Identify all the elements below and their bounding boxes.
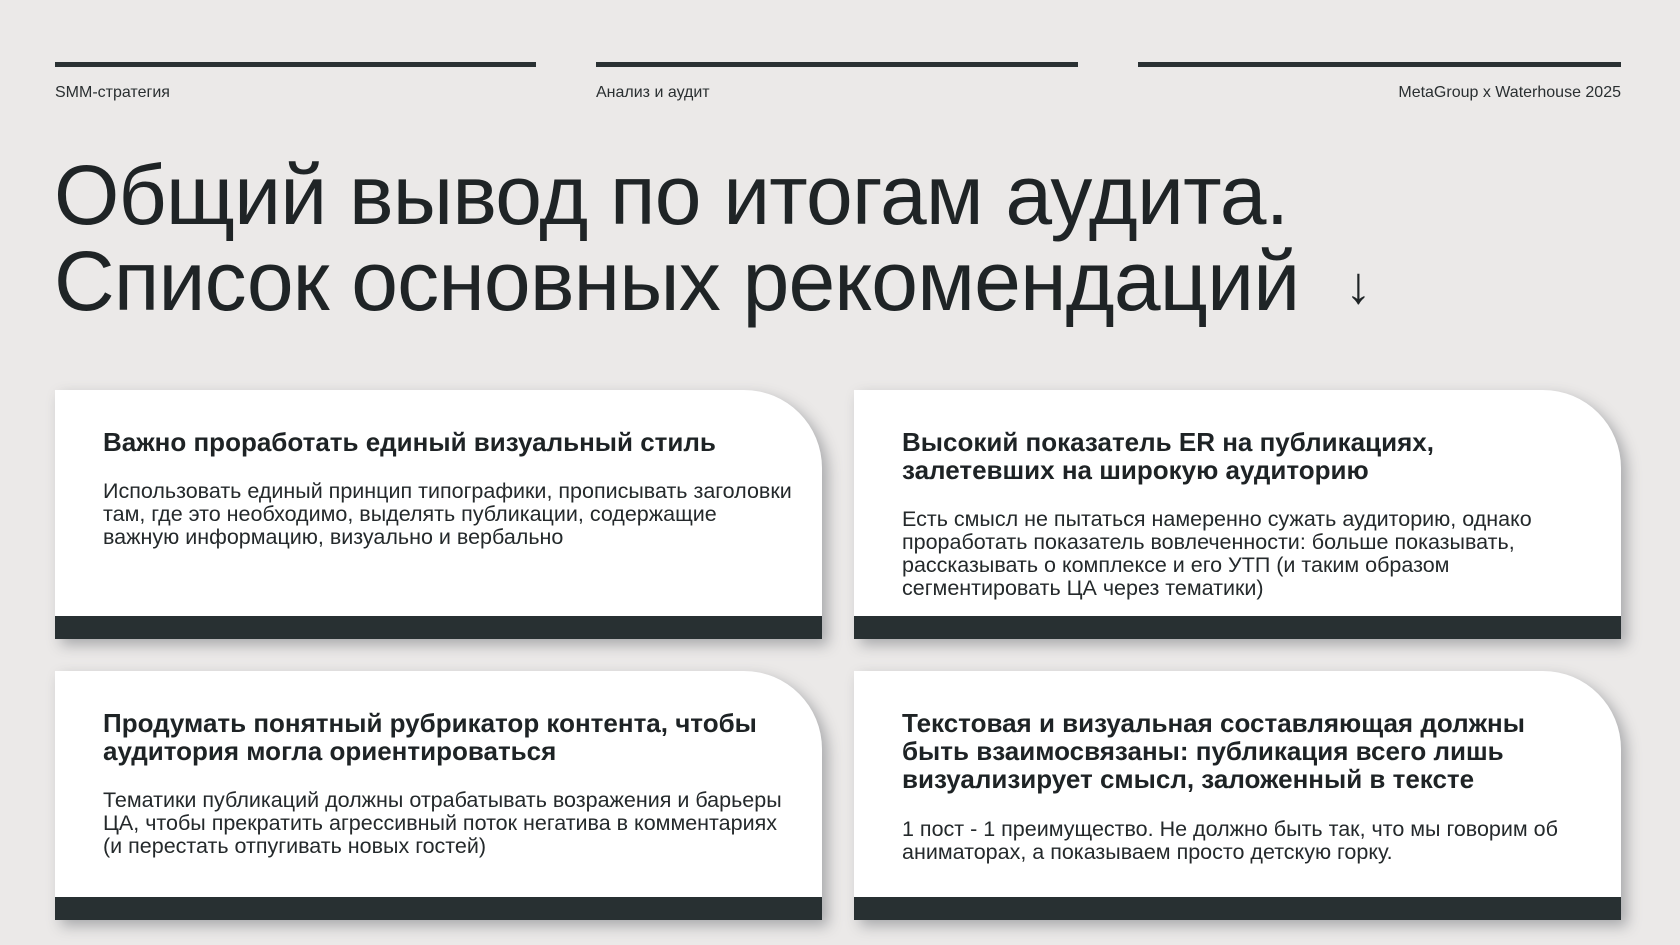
arrow-down-icon: ↓ [1345,256,1371,315]
card-body: Тематики публикаций должны отрабатывать возражения и барьеры ЦА, чтобы прекратить агрессивный поток негатива в комментариях (и перестать отпугивать новых гостей) [103,788,782,858]
page-title-line-1: Общий вывод по итогам аудита. [54,148,1289,242]
page-title [54,148,1371,329]
card-body: Есть смысл не пытаться намеренно сужать аудиторию, однако проработать показатель вовлеченности: больше показывать, рассказывать о комплексе и его УТП (и таким образом сегментировать ЦА через тематики) [902,507,1532,600]
recommendation-card-engagement-rate [854,390,1621,639]
header-rule-left [55,62,536,67]
header-rule-center [596,62,1078,67]
card-body: 1 пост - 1 преимущество. Не должно быть так, что мы говорим об аниматорах, а показываем просто детскую горку. [902,817,1558,864]
header-section-label: SMM-стратегия [55,84,170,101]
page-title-line-2 [54,234,1371,329]
recommendation-card-content-rubricator [55,671,822,920]
card-title: Важно проработать единый визуальный стиль [103,427,716,457]
header-rule-right [1138,62,1621,67]
card-title: Высокий показатель ER на публикациях, залетевших на широкую аудиторию [902,427,1434,485]
card-title: Текстовая и визуальная составляющая должны быть взаимосвязаны: публикация всего лишь визуализирует смысл, заложенный в тексте [902,708,1525,794]
card-title: Продумать понятный рубрикатор контента, чтобы аудитория могла ориентироваться [103,708,757,766]
header-topic-label: Анализ и аудит [596,84,710,101]
page-title-line-2-text: Список основных рекомендаций [54,234,1300,328]
recommendation-card-visual-style [55,390,822,639]
card-footer-bar [55,897,822,920]
header-project-label: MetaGroup x Waterhouse 2025 [1398,84,1621,101]
card-footer-bar [854,616,1621,639]
recommendation-card-text-visual-link [854,671,1621,920]
card-body: Использовать единый принцип типографики, прописывать заголовки там, где это необходимо, выделять публикации, содержащие важную информацию, визуально и вербально [103,479,792,549]
card-footer-bar [55,616,822,639]
card-footer-bar [854,897,1621,920]
